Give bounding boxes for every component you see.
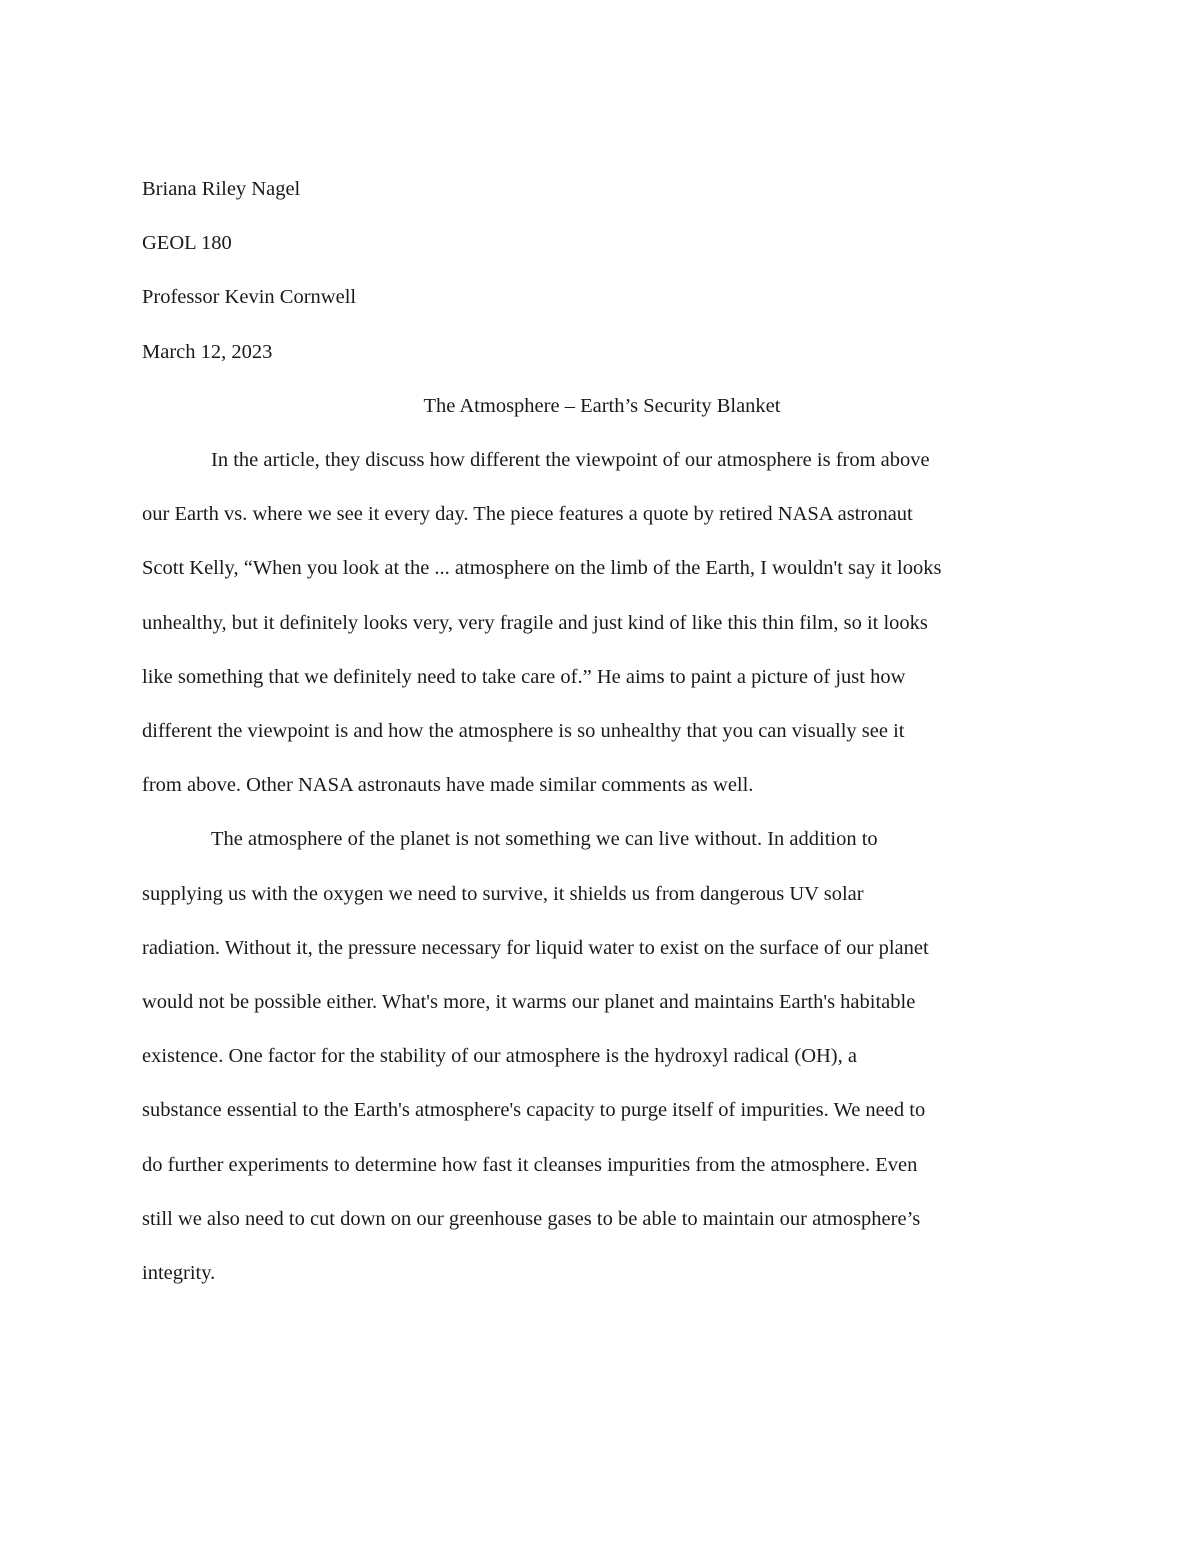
paragraph-line: radiation. Without it, the pressure necessary for liquid water to exist on the surface of our planet xyxy=(142,936,929,959)
paragraph-line: substance essential to the Earth's atmosphere's capacity to purge itself of impurities. We need to xyxy=(142,1099,926,1122)
paragraph-line: In the article, they discuss how different the viewpoint of our atmosphere is from above xyxy=(211,449,930,472)
paragraph-1 xyxy=(142,433,1062,812)
paragraph-line: integrity. xyxy=(142,1262,216,1285)
paragraph-line: unhealthy, but it definitely looks very, very fragile and just kind of like this thin film, so it looks xyxy=(142,611,928,634)
professor-name: Professor Kevin Cornwell xyxy=(142,286,357,309)
document-date: March 12, 2023 xyxy=(142,340,273,363)
paragraph-line: would not be possible either. What's more, it warms our planet and maintains Earth's habitable xyxy=(142,991,916,1014)
paragraph-line: existence. One factor for the stability of our atmosphere is the hydroxyl radical (OH), a xyxy=(142,1045,857,1068)
paragraph-line: from above. Other NASA astronauts have made similar comments as well. xyxy=(142,774,754,797)
document-body xyxy=(142,162,1062,1300)
document-title: The Atmosphere – Earth’s Security Blanket xyxy=(423,394,781,417)
author-name: Briana Riley Nagel xyxy=(142,178,301,200)
paragraph-line: do further experiments to determine how fast it cleanses impurities from the atmosphere. Even xyxy=(142,1153,918,1176)
paragraph-line: The atmosphere of the planet is not something we can live without. In addition to xyxy=(211,828,878,851)
paragraph-2 xyxy=(142,812,1062,1300)
paragraph-line: Scott Kelly, “When you look at the ... atmosphere on the limb of the Earth, I wouldn't say it looks xyxy=(142,557,942,580)
paragraph-line: our Earth vs. where we see it every day. The piece features a quote by retired NASA astronaut xyxy=(142,503,913,526)
paragraph-line: like something that we definitely need to take care of.” He aims to paint a picture of just how xyxy=(142,665,906,688)
paragraph-line: still we also need to cut down on our greenhouse gases to be able to maintain our atmosphere’s xyxy=(142,1207,921,1230)
paragraph-line: different the viewpoint is and how the atmosphere is so unhealthy that you can visually see it xyxy=(142,720,905,743)
paragraph-line: supplying us with the oxygen we need to survive, it shields us from dangerous UV solar xyxy=(142,882,864,905)
course-code: GEOL 180 xyxy=(142,232,232,255)
